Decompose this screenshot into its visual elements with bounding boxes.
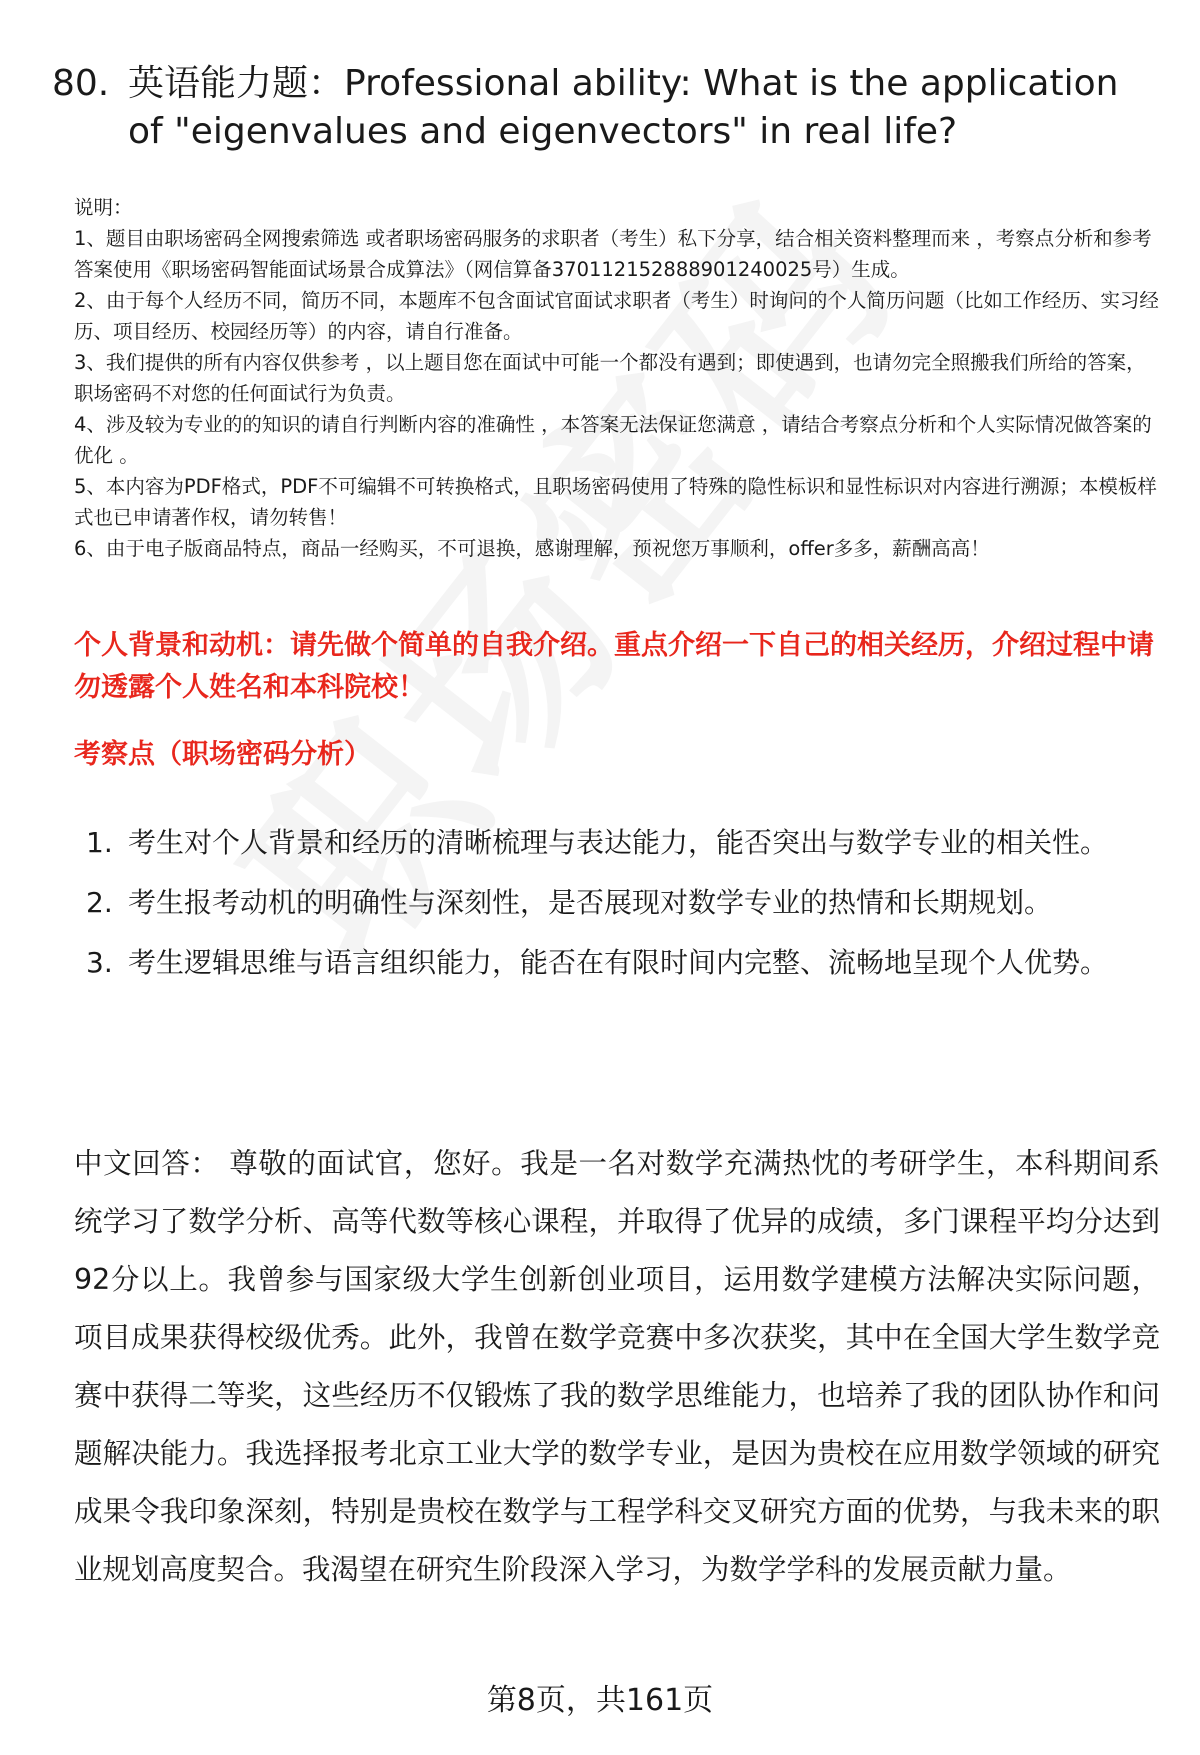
point-number: 3. — [86, 946, 113, 979]
note-item: 6、由于电子版商品特点，商品一经购买，不可退换，感谢理解，预祝您万事顺利，offer多多，薪酬高高！ — [74, 537, 990, 560]
note-item: 4、涉及较为专业的的知识的请自行判断内容的准确性 ，本答案无法保证您满意 ，请结合考察点分析和个人实际情况做答案的优化 。 — [74, 413, 1152, 467]
notes-heading: 说明： — [74, 196, 133, 219]
note-item: 5、本内容为PDF格式，PDF不可编辑不可转换格式，且职场密码使用了特殊的隐性标识和显性标识对内容进行溯源；本模板样式也已申请著作权，请勿转售！ — [74, 475, 1157, 529]
question-title — [52, 60, 1152, 156]
point-text: 考生报考动机的明确性与深刻性，是否展现对数学专业的热情和长期规划。 — [128, 886, 1053, 919]
note-item: 1、题目由职场密码全网搜索筛选 或者职场密码服务的求职者（考生）私下分享，结合相关资料整理而来 ，考察点分析和参考答案使用《职场密码智能面试场景合成算法》（网信算备370112152888901240025号）生成。 — [74, 227, 1152, 281]
note-item: 3、我们提供的所有内容仅供参考 ，以上题目您在面试中可能一个都没有遇到；即使遇到，也请勿完全照搬我们所给的答案，职场密码不对您的任何面试行为负责。 — [74, 351, 1146, 405]
background-prompt: 个人背景和动机：请先做个简单的自我介绍。重点介绍一下自己的相关经历，介绍过程中请勿透露个人姓名和本科院校！ — [74, 630, 1154, 703]
question-text: 英语能力题：Professional ability: What is the application of "eigenvalues and eigenvectors" in real life? — [128, 63, 1119, 152]
answer-block — [74, 1135, 1160, 1599]
notes-block — [74, 192, 1162, 564]
answer-text: 尊敬的面试官，您好。我是一名对数学充满热忱的考研学生，本科期间系统学习了数学分析、高等代数等核心课程，并取得了优异的成绩，多门课程平均分达到92分以上。我曾参与国家级大学生创新创业项目，运用数学建模方法解决实际问题，项目成果获得校级优秀。此外，我曾在数学竞赛中多次获奖，其中在全国大学生数学竞赛中获得二等奖，这些经历不仅锻炼了我的数学思维能力，也培养了我的团队协作和问题解决能力。我选择报考北京工业大学的数学专业，是因为贵校在应用数学领域的研究成果令我印象深刻，特别是贵校在数学与工程学科交叉研究方面的优势，与我未来的职业规划高度契合。我渴望在研究生阶段深入学习，为数学学科的发展贡献力量。 — [74, 1147, 1160, 1586]
point-number: 1. — [86, 826, 113, 859]
analysis-point — [86, 813, 1126, 873]
analysis-points — [86, 813, 1126, 993]
note-item: 2、由于每个人经历不同，简历不同，本题库不包含面试官面试求职者（考生）时询问的个人简历问题（比如工作经历、实习经历、项目经历、校园经历等）的内容，请自行准备。 — [74, 289, 1159, 343]
analysis-heading: 考察点（职场密码分析） — [74, 739, 371, 770]
analysis-point — [86, 873, 1126, 933]
page-footer: 第8页，共161页 — [486, 1683, 714, 1718]
analysis-point — [86, 933, 1126, 993]
point-text: 考生对个人背景和经历的清晰梳理与表达能力，能否突出与数学专业的相关性。 — [128, 826, 1109, 859]
question-number: 80. — [52, 63, 110, 104]
answer-label: 中文回答： — [74, 1147, 220, 1180]
point-text: 考生逻辑思维与语言组织能力，能否在有限时间内完整、流畅地呈现个人优势。 — [128, 946, 1109, 979]
point-number: 2. — [86, 886, 113, 919]
